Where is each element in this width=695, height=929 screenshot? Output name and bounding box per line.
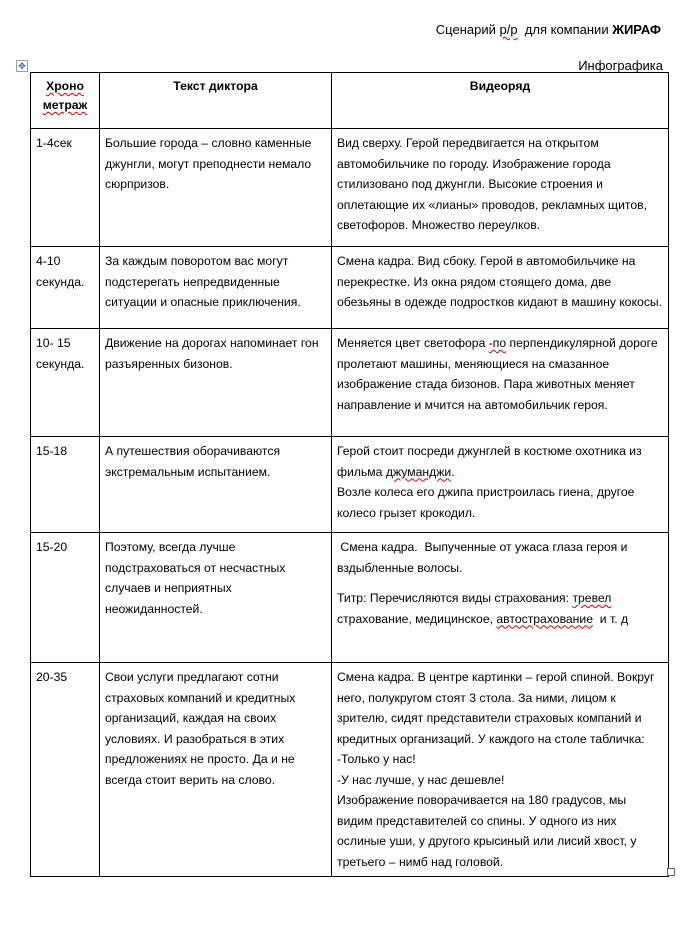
table-row <box>31 437 669 533</box>
row-video <box>332 663 669 877</box>
row-video <box>332 533 669 663</box>
row-narrator-text: А путешествия оборачиваются экстремальным испытанием. <box>100 437 332 533</box>
header-middle: для компании <box>517 22 613 37</box>
document-header <box>436 22 661 37</box>
header-prefix: Сценарий <box>435 22 500 37</box>
row-time: 10- 15 секунда. <box>31 329 100 437</box>
row-time: 15-18 <box>31 437 100 533</box>
row-video-part1: Меняется цвет светофора <box>337 336 489 350</box>
header-rp: р/р <box>499 22 518 37</box>
row-video-line3: Изображение поворачивается на 180 градусов, мы видим представителей со спины. У одного из них ослиные уши, у другого крысиный или лисий хвост, у третьего – нимб над головой. <box>337 793 637 869</box>
row-video-para2 <box>337 588 663 629</box>
row-video-line1-c: . <box>451 464 455 479</box>
row-video-part3: перпендикулярной дороге пролетают машины, меняющиеся на смазанное изображение стада бизонов. Пара животных меняет направление и мчится на автомобильчик героя. <box>337 336 658 412</box>
table-row <box>31 329 669 437</box>
row-video <box>332 437 669 533</box>
row-video-para2-a: Титр: Перечисляются виды страхования: <box>337 591 573 605</box>
script-table <box>30 72 669 877</box>
row-video-para2-b: тревел <box>572 591 612 605</box>
row-video-para2-c: страхование, медицинское, <box>337 611 497 626</box>
row-video-part2: -по <box>488 336 507 350</box>
row-video: Смена кадра. Вид сбоку. Герой в автомобильчике на перекрестке. Из окна рядом стоящего дома, две обезьяны в одежде подростков кидают в машину кокосы. <box>332 247 669 329</box>
table-row <box>31 129 669 247</box>
table-row <box>31 663 669 877</box>
row-video <box>332 329 669 437</box>
header-company: ЖИРАФ <box>612 22 661 37</box>
row-time: 1-4сек <box>31 129 100 247</box>
table-resize-handle-icon[interactable] <box>667 868 675 876</box>
header-timing-line2: метраж <box>42 98 88 112</box>
row-video-line1: Смена кадра. В центре картинки – герой спиной. Вокруг него, полукругом стоят 3 стола. За ними, лицом к зрителю, сидят представители страховых компаний и кредитных организаций. У каждого на столе табличка: -Только у нас! <box>337 670 659 766</box>
row-narrator-text: Поэтому, всегда лучше подстраховаться от несчастных случаев и неприятных неожиданностей. <box>100 533 332 663</box>
row-video-line1-a: Герой стоит посреди джунглей в костюме охотника из фильма <box>337 444 642 479</box>
row-time: 20-35 <box>31 663 100 877</box>
row-video-para1: Смена кадра. Выпученные от ужаса глаза героя и вздыбленные волосы. <box>337 540 631 575</box>
header-video: Видеоряд <box>332 73 669 129</box>
header-timing-line1: Хроно <box>46 79 84 93</box>
table-header-row <box>31 73 669 129</box>
row-video-para2-e: и т. д <box>593 611 629 626</box>
row-narrator-text: За каждым поворотом вас могут подстерегать непредвиденные ситуации и опасные приключения. <box>100 247 332 329</box>
row-time: 15-20 <box>31 533 100 663</box>
row-video: Вид сверху. Герой передвигается на открытом автомобильчике по городу. Изображение города стилизовано под джунгли. Высокие строения и оплетающие их «лианы» проводов, рекламных щитов, светофоров. Множество переулков. <box>332 129 669 247</box>
table-row <box>31 247 669 329</box>
row-narrator-text: Движение на дорогах напоминает гон разъяренных бизонов. <box>100 329 332 437</box>
row-video-para2-d: автострахование <box>496 611 593 626</box>
row-video-line2: -У нас лучше, у нас дешевле! <box>337 772 505 787</box>
row-video-line2: Возле колеса его джипа пристроилась гиена, другое колесо грызет крокодил. <box>337 485 635 520</box>
row-time: 4-10 секунда. <box>31 247 100 329</box>
row-narrator-text: Свои услуги предлагают сотни страховых компаний и кредитных организаций, каждая на своих условиях. И разобраться в этих предложениях не просто. Да и не всегда стоит верить на слово. <box>100 663 332 877</box>
header-narrator-text: Текст диктора <box>100 73 332 129</box>
table-row <box>31 533 669 663</box>
header-timing <box>31 73 100 129</box>
table-move-handle-icon[interactable]: ✥ <box>16 60 28 72</box>
row-video-line1-b: джуманджи <box>385 464 452 479</box>
row-narrator-text: Большие города – словно каменные джунгли, могут преподнести немало сюрпризов. <box>100 129 332 247</box>
row-video-line1 <box>337 441 663 482</box>
document-subheader: Инфографика <box>578 58 663 73</box>
